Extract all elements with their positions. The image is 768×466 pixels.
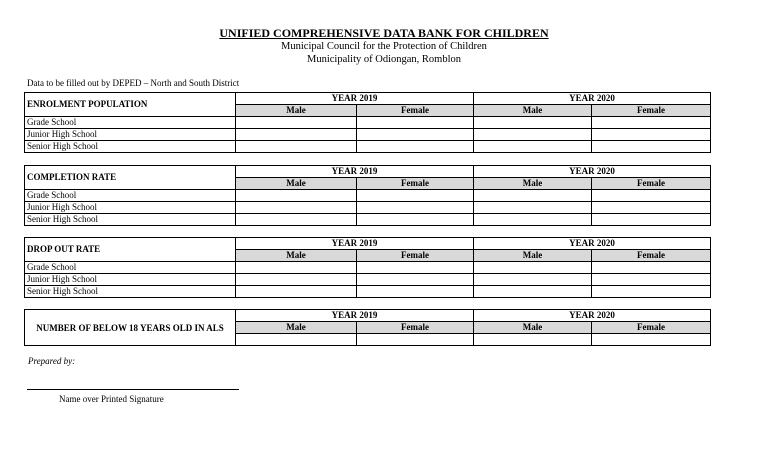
table-row [25,117,711,129]
data-cell[interactable] [592,286,711,298]
year-2019-header: YEAR 2019 [236,310,474,322]
data-cell[interactable] [592,190,711,202]
female-header: Female [357,250,474,262]
data-cell[interactable] [357,274,474,286]
data-cell[interactable] [236,190,357,202]
male-header: Male [236,322,357,334]
year-2019-header: YEAR 2019 [236,238,474,250]
fill-out-note: Data to be filled out by DEPED – North and South District [27,78,240,88]
data-cell[interactable] [357,262,474,274]
data-cell[interactable] [474,129,592,141]
data-cell[interactable] [474,190,592,202]
document-header [0,26,768,66]
data-cell[interactable] [357,117,474,129]
table-row [25,202,711,214]
data-cell[interactable] [474,117,592,129]
year-2020-header: YEAR 2020 [474,238,711,250]
data-cell[interactable] [592,202,711,214]
table-row [25,129,711,141]
data-cell[interactable] [357,202,474,214]
data-cell[interactable] [236,141,357,153]
female-header: Female [592,105,711,117]
table-row [25,286,711,298]
data-cell[interactable] [357,190,474,202]
row-label-senior-high: Senior High School [25,286,236,298]
data-cell[interactable] [236,334,357,346]
data-cell[interactable] [357,129,474,141]
female-header: Female [592,322,711,334]
table-row [25,190,711,202]
data-cell[interactable] [592,262,711,274]
completion-table [24,165,711,226]
table-row [25,141,711,153]
data-cell[interactable] [474,286,592,298]
row-label-grade-school: Grade School [25,262,236,274]
female-header: Female [592,250,711,262]
data-cell[interactable] [474,202,592,214]
data-cell[interactable] [236,129,357,141]
year-2019-header: YEAR 2019 [236,166,474,178]
table-row [25,274,711,286]
data-cell[interactable] [357,286,474,298]
year-2020-header: YEAR 2020 [474,166,711,178]
data-cell[interactable] [474,334,592,346]
row-label-junior-high: Junior High School [25,202,236,214]
female-header: Female [357,105,474,117]
data-cell[interactable] [357,141,474,153]
data-cell[interactable] [592,274,711,286]
signature-line [27,389,239,390]
row-label-senior-high: Senior High School [25,214,236,226]
row-label-junior-high: Junior High School [25,274,236,286]
als-table [24,309,711,346]
data-cell[interactable] [592,129,711,141]
data-cell[interactable] [592,141,711,153]
table-row [25,262,711,274]
data-cell[interactable] [357,334,474,346]
year-2020-header: YEAR 2020 [474,310,711,322]
data-cell[interactable] [592,334,711,346]
data-cell[interactable] [474,262,592,274]
female-header: Female [357,178,474,190]
female-header: Female [592,178,711,190]
data-cell[interactable] [236,274,357,286]
section-title-als: NUMBER OF BELOW 18 YEARS OLD IN ALS [25,310,236,346]
male-header: Male [236,178,357,190]
table-row [25,214,711,226]
section-title-completion: COMPLETION RATE [25,166,236,190]
female-header: Female [357,322,474,334]
row-label-senior-high: Senior High School [25,141,236,153]
data-cell[interactable] [236,214,357,226]
row-label-grade-school: Grade School [25,190,236,202]
enrolment-table [24,92,711,153]
male-header: Male [474,322,592,334]
data-cell[interactable] [592,117,711,129]
year-2019-header: YEAR 2019 [236,93,474,105]
document-title: UNIFIED COMPREHENSIVE DATA BANK FOR CHILDREN [219,26,549,40]
council-name: Municipal Council for the Protection of Children [281,41,487,52]
row-label-grade-school: Grade School [25,117,236,129]
data-cell[interactable] [592,214,711,226]
data-cell[interactable] [474,141,592,153]
dropout-table [24,237,711,298]
data-cell[interactable] [357,214,474,226]
signature-caption: Name over Printed Signature [59,394,164,404]
male-header: Male [474,105,592,117]
municipality-name: Municipality of Odiongan, Romblon [307,54,461,65]
data-cell[interactable] [236,286,357,298]
data-cell[interactable] [474,214,592,226]
male-header: Male [236,105,357,117]
section-title-dropout: DROP OUT RATE [25,238,236,262]
year-2020-header: YEAR 2020 [474,93,711,105]
data-cell[interactable] [236,117,357,129]
section-title-enrolment: ENROLMENT POPULATION [25,93,236,117]
data-cell[interactable] [474,274,592,286]
male-header: Male [236,250,357,262]
male-header: Male [474,250,592,262]
prepared-by-label: Prepared by: [28,356,76,366]
data-cell[interactable] [236,262,357,274]
male-header: Male [474,178,592,190]
row-label-junior-high: Junior High School [25,129,236,141]
data-cell[interactable] [236,202,357,214]
